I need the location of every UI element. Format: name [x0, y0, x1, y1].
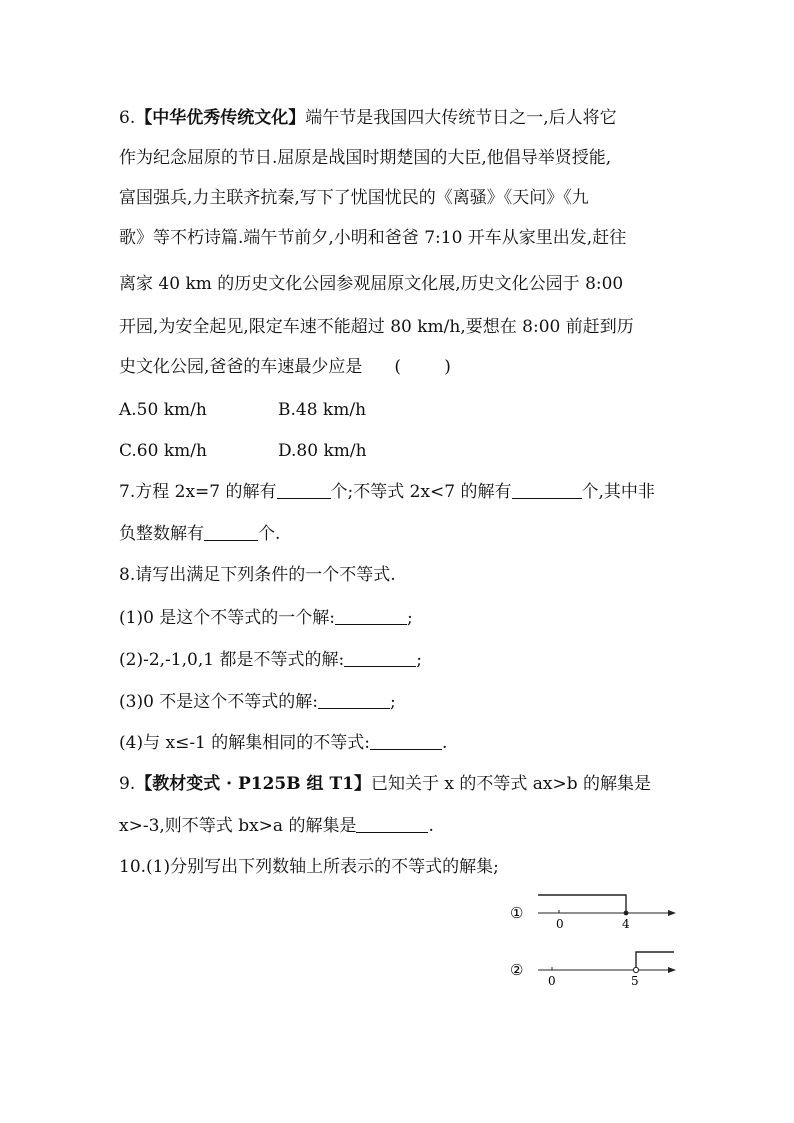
q6-line-6: 开园,为安全起见,限定车速不能超过 80 km/h,要想在 8:00 前赶到历	[119, 317, 634, 337]
q6-text-7: 史文化公园,爸爸的车速最少应是	[119, 357, 363, 377]
q8-item-1-end: ;	[407, 608, 413, 628]
q6-number: 6.	[119, 108, 136, 128]
q7-line-2	[119, 522, 280, 546]
q8-item-3-end: ;	[390, 692, 396, 712]
q9-line-2	[119, 814, 434, 838]
axis1-label-0: 0	[556, 917, 564, 931]
q7-line-1	[119, 480, 655, 504]
number-line-1	[500, 888, 690, 938]
q6-line-5: 离家 40 km 的历史文化公园参观屈原文化展,历史文化公园于 8:00	[119, 274, 624, 294]
q8-item-3-text: (3)0 不是这个不等式的解:	[119, 692, 319, 712]
axis1-marker: ①	[510, 904, 524, 922]
q7-blank-3[interactable]	[204, 523, 258, 541]
q9-text-2: x>-3,则不等式 bx>a 的解集是	[119, 816, 357, 836]
q6-line-3: 富国强兵,力主联齐抗秦,写下了忧国忧民的《离骚》《天问》《九	[119, 188, 589, 208]
q6-line-4: 歌》等不朽诗篇.端午节前夕,小明和爸爸 7:10 开车从家里出发,赶往	[119, 228, 627, 248]
axis1-closed-dot	[624, 911, 629, 916]
axis2-open-dot	[633, 967, 638, 972]
q6-tag: 【中华优秀传统文化】	[135, 108, 306, 128]
axis1-solution-ray	[538, 895, 626, 913]
q9-blank[interactable]	[356, 815, 428, 833]
q7-blank-1[interactable]	[277, 481, 331, 499]
axis1-label-4: 4	[622, 917, 630, 931]
number-line-2	[500, 945, 690, 995]
q8-title: 8.请写出满足下列条件的一个不等式.	[119, 565, 396, 585]
q8-item-1	[119, 606, 413, 630]
q7-text-1: 7.方程 2x=7 的解有	[119, 482, 277, 502]
q7-text-5: 个.	[258, 524, 281, 544]
q7-blank-2[interactable]	[512, 481, 582, 499]
q8-item-4	[119, 731, 447, 755]
q9-line-1	[119, 772, 651, 796]
q6-line-7	[119, 355, 451, 379]
q6-option-d: D.80 km/h	[278, 441, 367, 461]
q9-text-1: 已知关于 x 的不等式 ax>b 的解集是	[370, 774, 652, 794]
q9-tag: 【教材变式 · P125B 组 T1】	[135, 774, 371, 794]
q6-text-1: 端午节是我国四大传统节日之一,后人将它	[305, 108, 617, 128]
q6-line-2: 作为纪念屈原的节日.屈原是战国时期楚国的大臣,他倡导举贤授能,	[119, 148, 612, 168]
q8-item-2	[119, 648, 422, 672]
q7-text-4: 负整数解有	[119, 524, 204, 544]
q6-option-c: C.60 km/h	[119, 441, 207, 461]
axis2-label-0: 0	[548, 974, 556, 988]
q6-option-a: A.50 km/h	[119, 400, 207, 420]
q6-option-b: B.48 km/h	[278, 400, 367, 420]
q7-text-3: 个,其中非	[581, 482, 655, 502]
q8-blank-3[interactable]	[318, 691, 390, 709]
q8-item-3	[119, 690, 396, 714]
q7-text-2: 个;不等式 2x<7 的解有	[330, 482, 512, 502]
q8-item-2-end: ;	[416, 650, 422, 670]
axis2-marker: ②	[510, 961, 524, 979]
q9-text-3: .	[428, 816, 434, 836]
q9-number: 9.	[119, 774, 136, 794]
q6-answer-paren: ( )	[394, 357, 451, 377]
q8-blank-1[interactable]	[335, 607, 407, 625]
q8-item-4-end: .	[442, 733, 448, 753]
q8-item-2-text: (2)-2,-1,0,1 都是不等式的解:	[119, 650, 345, 670]
q8-blank-4[interactable]	[370, 732, 442, 750]
q8-blank-2[interactable]	[344, 649, 416, 667]
q10-text: 10.(1)分别写出下列数轴上所表示的不等式的解集;	[119, 857, 499, 877]
q8-item-4-text: (4)与 x≤-1 的解集相同的不等式:	[119, 733, 371, 753]
axis2-arrow	[668, 967, 676, 973]
axis1-arrow	[668, 910, 676, 916]
axis2-label-5: 5	[631, 974, 639, 988]
q6-line-1	[119, 106, 617, 130]
q8-item-1-text: (1)0 是这个不等式的一个解:	[119, 608, 336, 628]
